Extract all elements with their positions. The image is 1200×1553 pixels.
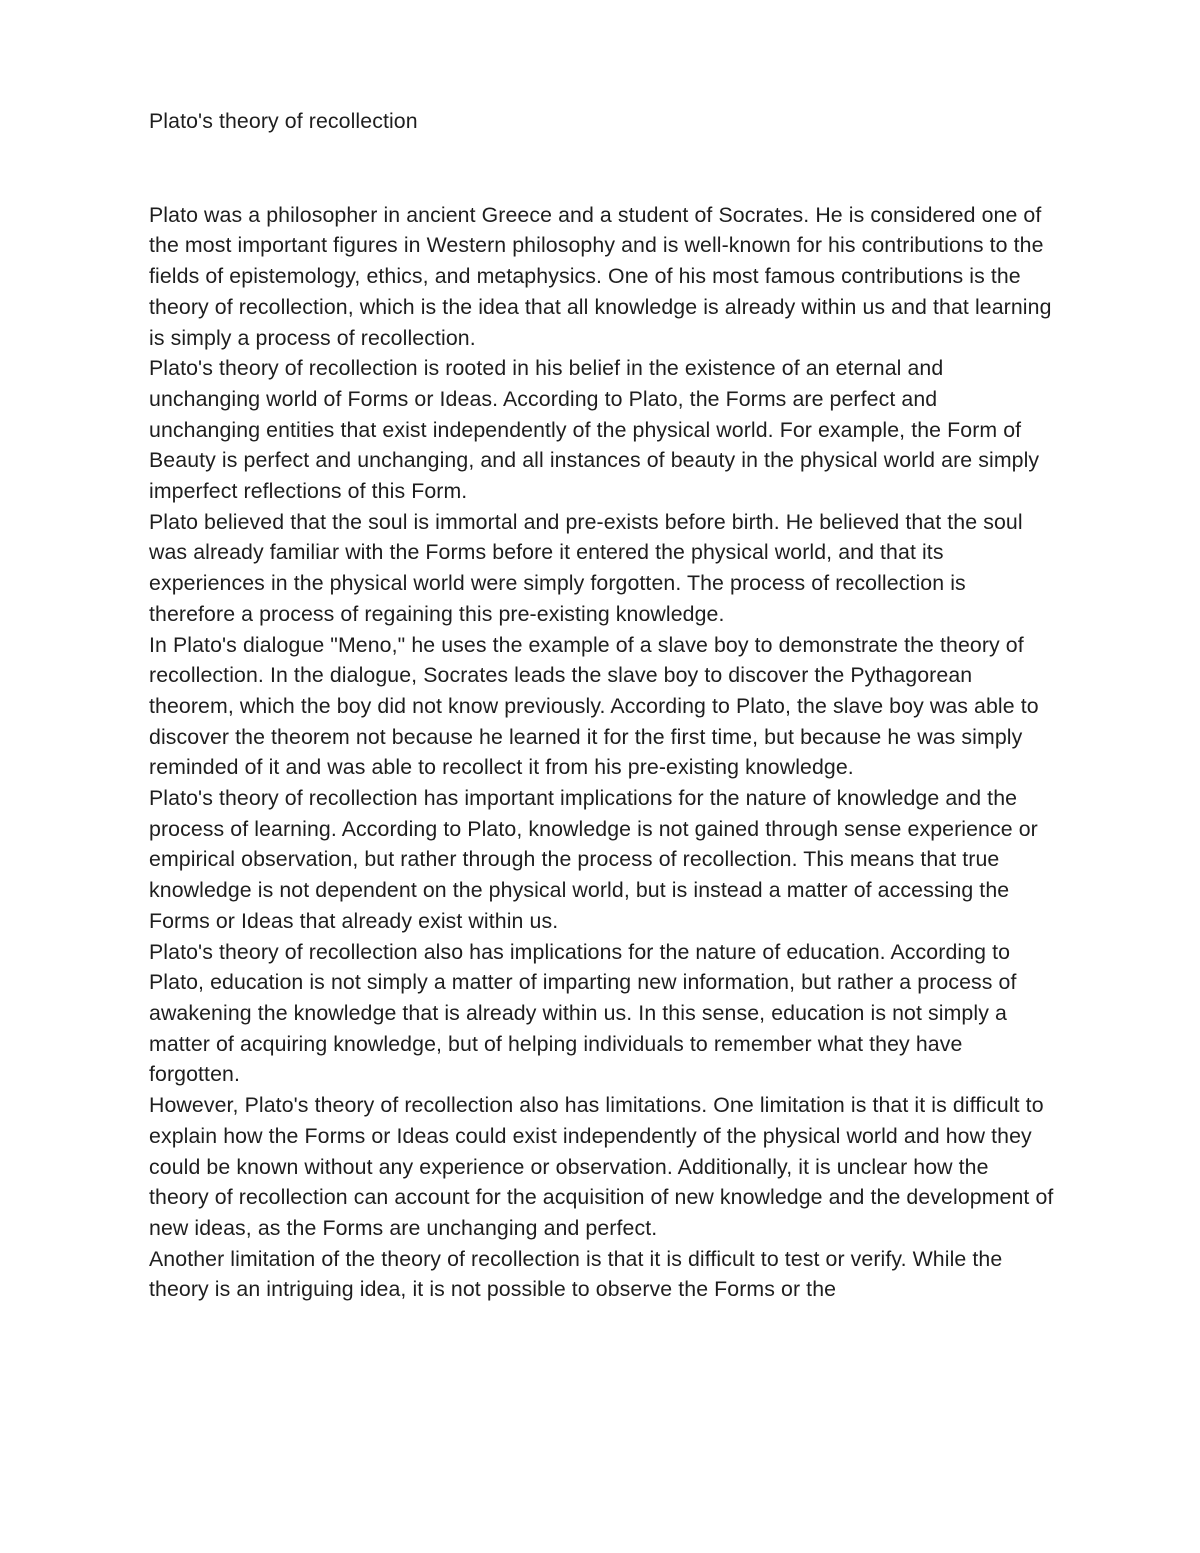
paragraph-limitations: However, Plato's theory of recollection also has limitations. One limitation is that it is difficult to explain how the Forms or Ideas could exist independently of the physical world and how they could be known without any experience or observation. Additionally, it is unclear how the theory of recollection can account for the acquisition of new knowledge and the development of new ideas, as the Forms are unchanging and perfect.: [149, 1093, 1054, 1240]
paragraph-introduction: Plato was a philosopher in ancient Greece and a student of Socrates. He is considered one of the most important figures in Western philosophy and is well-known for his contributions to the fields of epistemology, ethics, and metaphysics. One of his most famous contributions is the theory of recollection, which is the idea that all knowledge is already within us and that learning is simply a process of recollection.: [149, 202, 1052, 350]
paragraph-forms: Plato's theory of recollection is rooted in his belief in the existence of an eternal and unchanging world of Forms or Ideas. According to Plato, the Forms are perfect and unchanging entities that exist independently of the physical world. For example, the Form of Beauty is perfect and unchanging, and all instances of beauty in the physical world are simply imperfect reflections of this Form.: [149, 356, 1040, 504]
document-title: Plato's theory of recollection: [149, 109, 418, 133]
paragraph-soul: Plato believed that the soul is immortal and pre-exists before birth. He believed that the soul was already familiar with the Forms before it entered the physical world, and that its experiences in the physical world were simply forgotten. The process of recollection is therefore a process of regaining this pre-existing knowledge.: [149, 509, 1023, 626]
paragraph-knowledge: Plato's theory of recollection has important implications for the nature of knowledge and the process of learning. According to Plato, knowledge is not gained through sense experience or empirical observation, but rather through the process of recollection. This means that true knowledge is not dependent on the physical world, but is instead a matter of accessing the Forms or Ideas that already exist within us.: [149, 786, 1038, 933]
paragraph-education: Plato's theory of recollection also has implications for the nature of education. According to Plato, education is not simply a matter of imparting new information, but rather a process of awakening the knowledge that is already within us. In this sense, education is not simply a matter of acquiring knowledge, but of helping individuals to remember what they have forgotten.: [149, 939, 1017, 1087]
document-body: [149, 106, 1054, 1305]
paragraph-meno: In Plato's dialogue "Meno," he uses the example of a slave boy to demonstrate the theory of recollection. In the dialogue, Socrates leads the slave boy to discover the Pythagorean theorem, which the boy did not know previously. According to Plato, the slave boy was able to discover the theorem not because he learned it for the first time, but because he was simply reminded of it and was able to recollect it from his pre-existing knowledge.: [149, 632, 1039, 780]
paragraph-verification: Another limitation of the theory of recollection is that it is difficult to test or verify. While the theory is an intriguing idea, it is not possible to observe the Forms or the: [149, 1246, 1003, 1302]
